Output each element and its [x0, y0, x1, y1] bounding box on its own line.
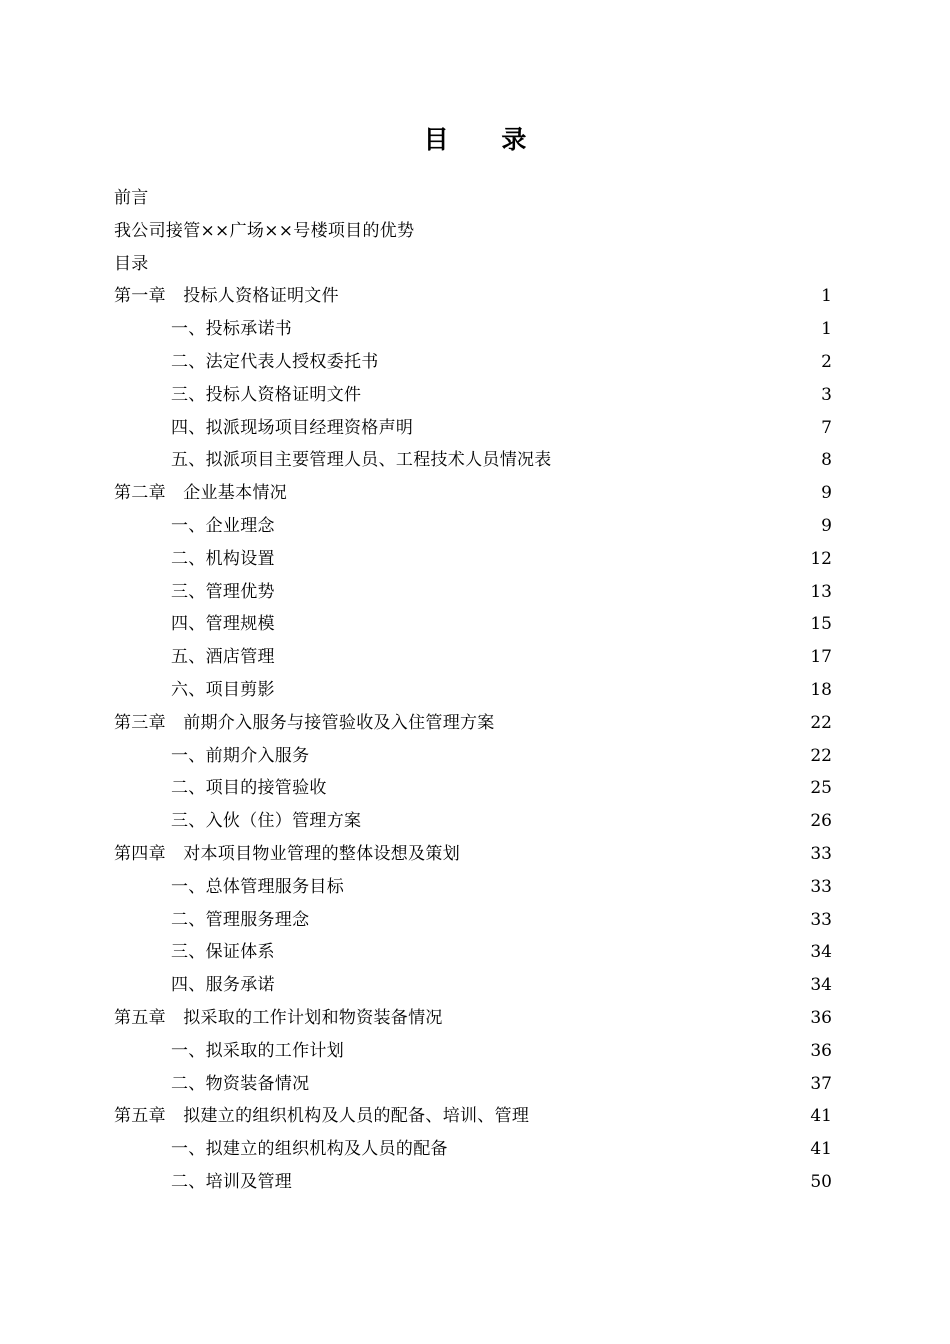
toc-section-entry[interactable] — [114, 608, 832, 641]
toc-section-entry[interactable] — [114, 510, 832, 543]
toc-entry-label: 第五章 拟建立的组织机构及人员的配备、培训、管理 — [114, 1106, 530, 1127]
toc-entry-page-number: 37 — [810, 1073, 832, 1094]
toc-entry-label: 三、投标人资格证明文件 — [171, 384, 362, 405]
toc-entry-label: 二、机构设置 — [171, 548, 275, 569]
toc-section-entry[interactable] — [114, 379, 832, 412]
toc-entry-page-number: 34 — [810, 942, 832, 963]
toc-section-entry[interactable] — [114, 543, 832, 576]
toc-entry-label: 前言 — [114, 188, 149, 208]
toc-entry-page-number: 22 — [810, 712, 832, 733]
toc-chapter-entry[interactable] — [114, 838, 832, 871]
toc-entry-page-number: 18 — [810, 679, 832, 700]
toc-entry-label: 二、培训及管理 — [171, 1171, 293, 1192]
toc-entry-label: 三、保证体系 — [171, 942, 275, 963]
toc-entry-page-number: 17 — [810, 647, 832, 668]
toc-section-entry[interactable] — [114, 346, 832, 379]
toc-entry-page-number: 7 — [821, 417, 832, 438]
toc-entry-label: 一、企业理念 — [171, 515, 275, 536]
toc-entry-label: 一、拟采取的工作计划 — [171, 1040, 344, 1061]
toc-title: 目 录 — [423, 125, 549, 154]
toc-chapter-entry[interactable] — [114, 280, 832, 313]
toc-chapter-entry[interactable] — [114, 215, 832, 248]
toc-section-entry[interactable] — [114, 969, 832, 1002]
toc-entry-label: 第三章 前期介入服务与接管验收及入住管理方案 — [114, 712, 495, 733]
toc-section-entry[interactable] — [114, 871, 832, 904]
toc-chapter-entry[interactable] — [114, 477, 832, 510]
toc-entry-label: 五、酒店管理 — [171, 647, 275, 668]
toc-entry-page-number: 34 — [810, 975, 832, 996]
toc-entry-page-number: 36 — [810, 1040, 832, 1061]
toc-chapter-entry[interactable] — [114, 1100, 832, 1133]
toc-entry-label: 三、管理优势 — [171, 581, 275, 602]
toc-entry-label: 六、项目剪影 — [171, 679, 275, 700]
toc-entry-label: 二、管理服务理念 — [171, 909, 310, 930]
toc-section-entry[interactable] — [114, 674, 832, 707]
toc-entry-page-number: 1 — [821, 319, 832, 340]
toc-entry-page-number: 15 — [810, 614, 832, 635]
toc-entry-label: 五、拟派项目主要管理人员、工程技术人员情况表 — [171, 450, 552, 471]
toc-entry-label: 第二章 企业基本情况 — [114, 483, 287, 504]
toc-section-entry[interactable] — [114, 444, 832, 477]
toc-section-entry[interactable] — [114, 313, 832, 346]
toc-section-entry[interactable] — [114, 772, 832, 805]
toc-entry-label: 第五章 拟采取的工作计划和物资装备情况 — [114, 1007, 443, 1028]
toc-entry-page-number: 41 — [810, 1106, 832, 1127]
toc-entry-page-number: 33 — [810, 909, 832, 930]
toc-section-entry[interactable] — [114, 936, 832, 969]
toc-entry-page-number: 41 — [810, 1139, 832, 1160]
toc-entry-page-number — [802, 215, 832, 248]
toc-entry-page-number: 26 — [810, 811, 832, 832]
toc-chapter-entry[interactable] — [114, 182, 832, 215]
toc-entry-page-number: 9 — [821, 483, 832, 504]
toc-list — [114, 182, 832, 1199]
toc-section-entry[interactable] — [114, 576, 832, 609]
toc-entry-label: 二、项目的接管验收 — [171, 778, 327, 799]
toc-entry-page-number — [802, 182, 832, 215]
toc-entry-page-number: 8 — [821, 450, 832, 471]
toc-entry-label: 四、拟派现场项目经理资格声明 — [171, 417, 414, 438]
toc-chapter-entry[interactable] — [114, 1002, 832, 1035]
toc-entry-label: 四、服务承诺 — [171, 975, 275, 996]
toc-entry-label: 我公司接管××广场××号楼项目的优势 — [114, 220, 415, 241]
toc-entry-label: 一、投标承诺书 — [171, 319, 293, 340]
toc-entry-label: 一、总体管理服务目标 — [171, 876, 344, 897]
toc-entry-label: 一、前期介入服务 — [171, 745, 310, 766]
toc-chapter-entry[interactable] — [114, 248, 832, 281]
toc-entry-label: 二、法定代表人授权委托书 — [171, 351, 379, 372]
toc-entry-label: 目录 — [114, 253, 149, 274]
toc-entry-page-number: 36 — [810, 1007, 832, 1028]
toc-section-entry[interactable] — [114, 412, 832, 445]
toc-section-entry[interactable] — [114, 1166, 832, 1199]
toc-section-entry[interactable] — [114, 805, 832, 838]
toc-section-entry[interactable] — [114, 740, 832, 773]
toc-entry-page-number: 9 — [821, 515, 832, 536]
toc-section-entry[interactable] — [114, 1068, 832, 1101]
toc-entry-page-number: 12 — [810, 548, 832, 569]
toc-entry-page-number: 25 — [810, 778, 832, 799]
toc-entry-page-number: 33 — [810, 876, 832, 897]
toc-entry-label: 一、拟建立的组织机构及人员的配备 — [171, 1139, 448, 1160]
toc-entry-page-number: 22 — [810, 745, 832, 766]
toc-entry-page-number: 33 — [810, 843, 832, 864]
toc-entry-page-number: 3 — [821, 384, 832, 405]
toc-entry-label: 第四章 对本项目物业管理的整体设想及策划 — [114, 843, 460, 864]
toc-section-entry[interactable] — [114, 641, 832, 674]
toc-entry-page-number: 50 — [810, 1171, 832, 1192]
toc-entry-label: 二、物资装备情况 — [171, 1073, 310, 1094]
toc-entry-page-number: 13 — [810, 581, 832, 602]
toc-entry-page-number — [802, 248, 832, 281]
toc-entry-page-number: 2 — [821, 351, 832, 372]
toc-entry-label: 四、管理规模 — [171, 614, 275, 635]
toc-section-entry[interactable] — [114, 1133, 832, 1166]
toc-section-entry[interactable] — [114, 904, 832, 937]
toc-section-entry[interactable] — [114, 1035, 832, 1068]
toc-entry-page-number: 1 — [821, 286, 832, 307]
toc-chapter-entry[interactable] — [114, 707, 832, 740]
toc-entry-label: 第一章 投标人资格证明文件 — [114, 286, 339, 307]
toc-entry-label: 三、入伙（住）管理方案 — [171, 811, 362, 832]
